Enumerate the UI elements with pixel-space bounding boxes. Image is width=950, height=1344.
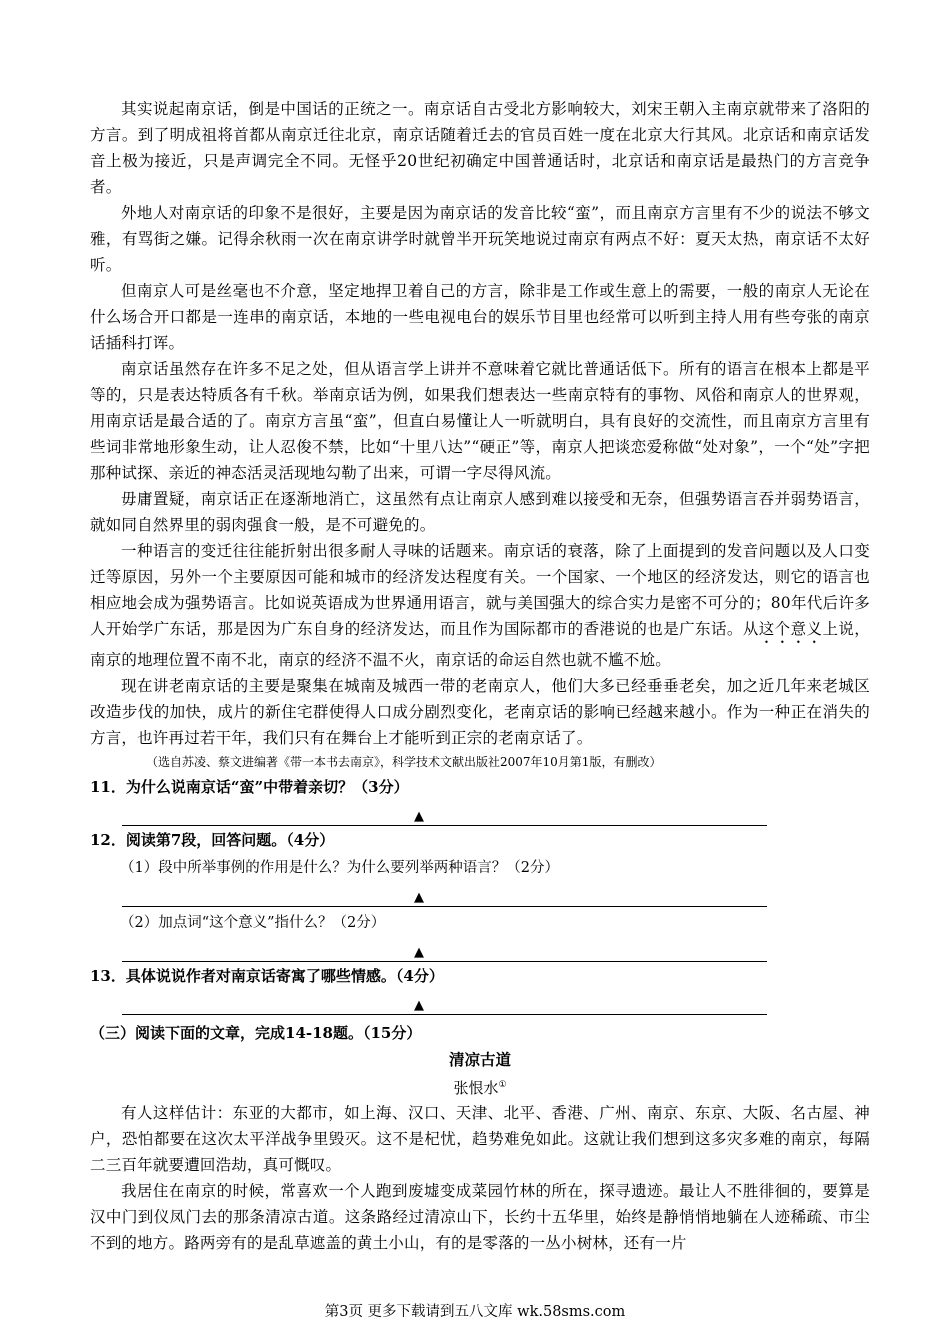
paragraph-6-text-after: 上说，南京的地理位置不南不北，南京的经济不温不火，南京话的命运自然也就不尴不尬。: [90, 620, 870, 669]
answer-line-13[interactable]: [122, 988, 767, 1015]
article-paragraph-2: 我居住在南京的时候，常喜欢一个人跑到废墟变成菜园竹林的所在，探寻遗迹。最让人不胜徘徊的，要算是汉中门到仪凤门去的那条清凉古道。这条路经过清凉山下，长约十五华里，始终是静悄悄地躺在人迹稀疏、市尘不到的地方。路两旁有的是乱草遮盖的黄土小山，有的是零落的一丛小树林，还有一片: [90, 1182, 870, 1252]
passage-paragraph-5: 毋庸置疑，南京话正在逐渐地消亡，这虽然有点让南京人感到难以接受和无奈，但强势语言吞并弱势语言，就如同自然界里的弱肉强食一般，是不可避免的。: [90, 490, 870, 534]
answer-line-12-1[interactable]: [122, 880, 767, 907]
section-3-heading: （三）阅读下面的文章，完成14-18题。（15分）: [90, 1024, 422, 1042]
passage-paragraph-3: 但南京人可是丝毫也不介意，坚定地捍卫着自己的方言，除非是工作或生意上的需要，一般的南京人无论在什么场合开口都是一连串的南京话，本地的一些电视电台的娱乐节目里也经常可以听到主持人用有些夸张的南京话插科打诨。: [90, 282, 870, 352]
answer-marker: ▲: [414, 890, 424, 905]
passage-source: （选自苏凌、蔡文进编著《带一本书去南京》，科学技术文献出版社2007年10月第1版，有删改）: [146, 755, 662, 769]
article-author: [90, 1073, 870, 1100]
answer-marker: ▲: [414, 998, 424, 1013]
passage-paragraph-7: 现在讲老南京话的主要是聚集在城南及城西一带的老南京人，他们大多已经垂垂老矣，加之近几年来老城区改造步伐的加快，成片的新住宅群使得人口成分剧烈变化，老南京话的影响已经越来越小。作为一种正在消失的方言，也许再过若干年，我们只有在舞台上才能听到正宗的老南京话了。: [90, 677, 870, 747]
article-paragraph-1: 有人这样估计：东亚的大都市，如上海、汉口、天津、北平、香港、广州、南京、东京、大阪、名古屋、神户，恐怕都要在这次太平洋战争里毁灭。这不是杞忧，趋势难免如此。这就让我们想到这多灾多难的南京，每隔二三百年就要遭回浩劫，真可慨叹。: [90, 1104, 870, 1174]
question-12-part-2: （2）加点词“这个意义”指什么？（2分）: [120, 915, 386, 931]
answer-line-11[interactable]: [122, 799, 767, 826]
answer-marker: ▲: [414, 809, 424, 824]
question-11: 11．为什么说南京话“蛮”中带着亲切？（3分）: [90, 778, 409, 796]
page-footer: 第3页 更多下载请到五八文库 wk.58sms.com: [324, 1304, 626, 1320]
answer-line-12-2[interactable]: [122, 935, 767, 962]
author-name: 张恨水: [453, 1079, 499, 1097]
question-13: 13．具体说说作者对南京话寄寓了哪些情感。（4分）: [90, 967, 444, 985]
page-content: [90, 96, 870, 1256]
dotted-phrase: 这个意义: [758, 620, 823, 638]
passage-paragraph-6: [90, 538, 870, 673]
passage-paragraph-2: 外地人对南京话的印象不是很好，主要是因为南京话的发音比较“蛮”，而且南京方言里有不少的说法不够文雅，有骂街之嫌。记得余秋雨一次在南京讲学时就曾半开玩笑地说过南京有两点不好：夏天太热，南京话不太好听。: [90, 204, 870, 274]
question-12: 12．阅读第7段，回答问题。（4分）: [90, 831, 335, 849]
question-12-part-1: （1）段中所举事例的作用是什么？为什么要列举两种语言？（2分）: [120, 860, 559, 876]
passage-paragraph-4: 南京话虽然存在许多不足之处，但从语言学上讲并不意味着它就比普通话低下。所有的语言在根本上都是平等的，只是表达特质各有千秋。举南京话为例，如果我们想表达一些南京特有的事物、风俗和南京人的世界观，用南京话是最合适的了。南京方言虽“蛮”，但直白易懂让人一听就明白，具有良好的交流性，而且南京方言里有些词非常地形象生动，让人忍俊不禁，比如“十里八达”“硬正”等，南京人把谈恋爱称做“处对象”，一个“处”字把那种试探、亲近的神态活灵活现地勾勒了出来，可谓一字尽得风流。: [90, 360, 870, 482]
article-title: 清凉古道: [448, 1050, 511, 1069]
footnote-marker: ①: [498, 1080, 507, 1090]
passage-paragraph-1: 其实说起南京话，倒是中国话的正统之一。南京话自古受北方影响较大，刘宋王朝入主南京就带来了洛阳的方言。到了明成祖将首都从南京迁往北京，南京话随着迁去的官员百姓一度在北京大行其风。北京话和南京话发音上极为接近，只是声调完全不同。无怪乎20世纪初确定中国普通话时，北京话和南京话是最热门的方言竞争者。: [90, 100, 870, 196]
answer-marker: ▲: [414, 945, 424, 960]
paragraph-6-text-before: 一种语言的变迁往往能折射出很多耐人寻味的话题来。南京话的衰落，除了上面提到的发音问题以及人口变迁等原因，另外一个主要原因可能和城市的经济发达程度有关。一个国家、一个地区的经济发达，则它的语言也相应地会成为强势语言。比如说英语成为世界通用语言，就与美国强大的综合实力是密不可分的；80年代后许多人开始学广东话，那是因为广东自身的经济发达，而且作为国际都市的香港说的也是广东话。从: [90, 542, 870, 638]
